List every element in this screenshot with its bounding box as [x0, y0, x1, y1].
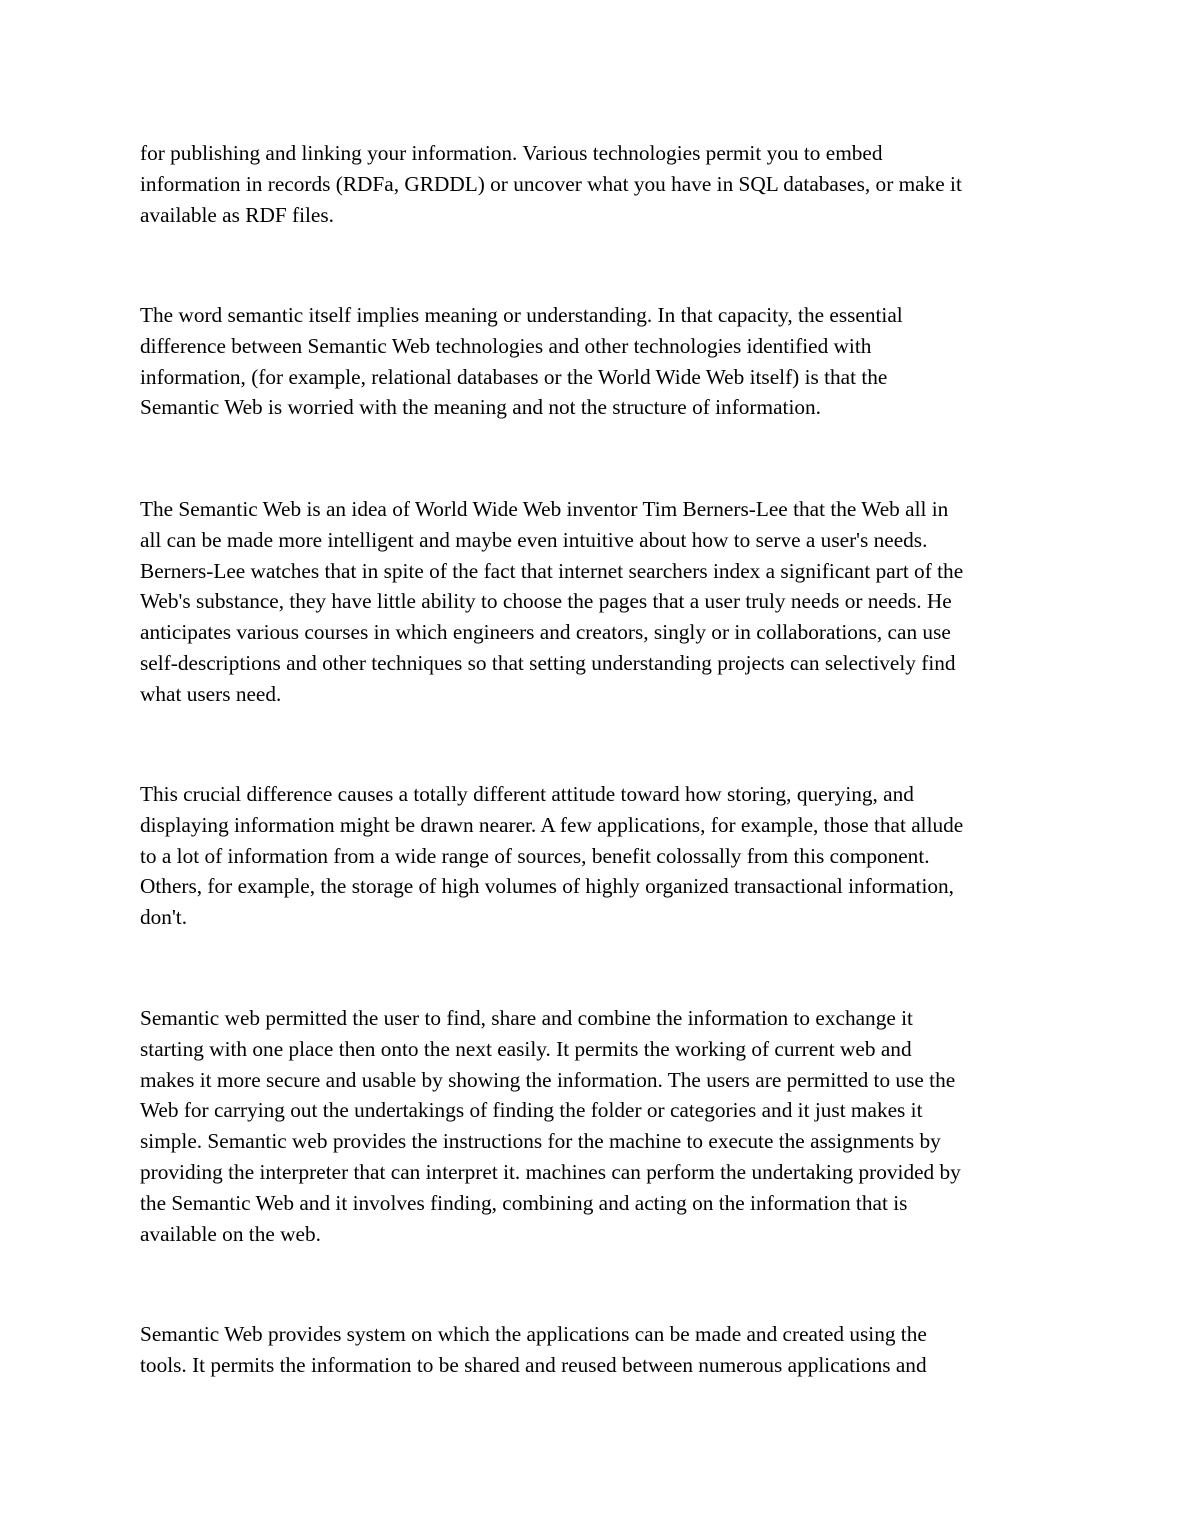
text-line: to a lot of information from a wide range of sources, benefit colossally from this component. [140, 843, 930, 868]
text-line: tools. It permits the information to be shared and reused between numerous applications and [140, 1352, 927, 1377]
text-line: self-descriptions and other techniques so that setting understanding projects can selectively find [140, 650, 956, 675]
text-line: Web's substance, they have little ability to choose the pages that a user truly needs or needs. He [140, 589, 952, 614]
text-line: information in records (RDFa, GRDDL) or uncover what you have in SQL databases, or make it [140, 171, 962, 196]
text-line: Berners-Lee watches that in spite of the fact that internet searchers index a significant part of the [140, 558, 964, 583]
text-line: Others, for example, the storage of high volumes of highly organized transactional information, [140, 874, 954, 899]
paragraph-berners-lee [140, 494, 1055, 710]
paragraph-word-semantic [140, 300, 1055, 423]
text-line: Semantic Web provides system on which the applications can be made and created using the [140, 1322, 927, 1346]
text-line: available on the web. [140, 1221, 321, 1246]
text-line: Web for carrying out the undertakings of finding the folder or categories and it just makes it [140, 1098, 923, 1123]
text-line: information, (for example, relational databases or the World Wide Web itself) is that the [140, 364, 888, 389]
text-line: the Semantic Web and it involves finding, combining and acting on the information that is [140, 1190, 908, 1215]
text-line: providing the interpreter that can interpret it. machines can perform the undertaking provided by [140, 1159, 961, 1184]
text-line: This crucial difference causes a totally different attitude toward how storing, querying, and [140, 782, 914, 806]
text-line: starting with one place then onto the next easily. It permits the working of current web and [140, 1036, 912, 1061]
paragraph-crucial-difference [140, 779, 1055, 933]
text-line: simple. Semantic web provides the instructions for the machine to execute the assignments by [140, 1129, 941, 1154]
text-line: Semantic Web is worried with the meaning and not the structure of information. [140, 395, 822, 420]
text-line: what users need. [140, 681, 282, 706]
paragraph-semantic-web-provides [140, 1319, 1055, 1381]
text-line: Semantic web permitted the user to find, share and combine the information to exchange it [140, 1006, 913, 1030]
text-line: displaying information might be drawn nearer. A few applications, for example, those that allude [140, 812, 964, 837]
text-line: The word semantic itself implies meaning or understanding. In that capacity, the essential [140, 303, 903, 327]
text-line: all can be made more intelligent and maybe even intuitive about how to serve a user's needs. [140, 527, 928, 552]
paragraph-semantic-web-permitted [140, 1003, 1055, 1249]
text-line: makes it more secure and usable by showing the information. The users are permitted to use the [140, 1067, 956, 1092]
paragraph-publishing-linking [140, 138, 1055, 230]
text-line: difference between Semantic Web technologies and other technologies identified with [140, 333, 872, 358]
text-line: for publishing and linking your information. Various technologies permit you to embed [140, 141, 883, 165]
text-line: don't. [140, 905, 188, 930]
text-line: anticipates various courses in which engineers and creators, singly or in collaborations, can use [140, 620, 951, 645]
text-line: available as RDF files. [140, 202, 334, 227]
text-line: The Semantic Web is an idea of World Wide Web inventor Tim Berners-Lee that the Web all in [140, 497, 949, 521]
